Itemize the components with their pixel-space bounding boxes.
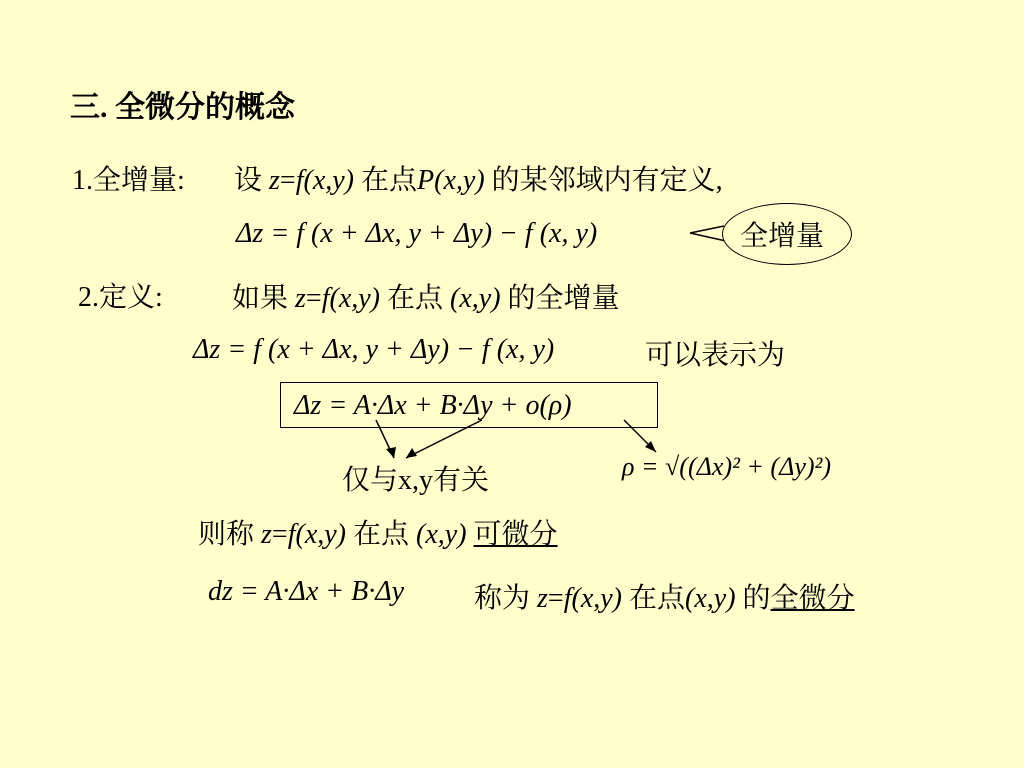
text-part: 称为 bbox=[474, 583, 538, 614]
boxed-formula: Δz = A·Δx + B·Δy + o(ρ) bbox=[294, 390, 572, 421]
text-part: = bbox=[271, 519, 288, 550]
func-fxy: f(x,y) bbox=[295, 165, 355, 196]
point-xy: (x,y) bbox=[450, 283, 501, 314]
text-part: 如果 bbox=[232, 283, 296, 314]
func-fxy: f(x,y) bbox=[563, 583, 623, 614]
section2-formula: Δz = f (x + Δx, y + Δy) − f (x, y) bbox=[193, 334, 555, 365]
text-part: 在点 bbox=[380, 283, 451, 314]
conclusion-sentence bbox=[198, 512, 558, 552]
section2-sentence bbox=[232, 276, 620, 316]
section1-formula: Δz = f (x + Δx, y + Δy) − f (x, y) bbox=[236, 218, 598, 249]
var-z: z bbox=[537, 583, 548, 614]
arrow-a-head bbox=[386, 447, 396, 458]
var-z: z bbox=[269, 165, 280, 196]
point-xy: (x,y) bbox=[685, 583, 736, 614]
final-formula: dz = A·Δx + B·Δy bbox=[208, 576, 405, 607]
note-left: 仅与x,y有关 bbox=[342, 465, 490, 496]
text-part: 则称 bbox=[198, 519, 262, 550]
section2-label: 2.定义: bbox=[78, 282, 163, 313]
text-part: = bbox=[305, 283, 322, 314]
term-differentiable: 可微分 bbox=[473, 519, 558, 550]
final-sentence bbox=[474, 576, 855, 616]
formula-suffix: 可以表示为 bbox=[645, 340, 786, 371]
callout-pointer bbox=[690, 226, 726, 241]
point-xy: (x,y) bbox=[416, 519, 467, 550]
page-title: 三. 全微分的概念 bbox=[70, 91, 295, 124]
text-part: = bbox=[547, 583, 564, 614]
text-part: 的某邻域内有定义, bbox=[484, 165, 723, 196]
var-z: z bbox=[261, 519, 272, 550]
var-z: z bbox=[295, 283, 306, 314]
term-total-differential: 全微分 bbox=[770, 583, 855, 614]
text-part: 设 bbox=[234, 165, 270, 196]
text-part: 在点 bbox=[354, 165, 418, 196]
text-part: 在点 bbox=[622, 583, 686, 614]
text-part bbox=[467, 519, 474, 550]
func-fxy: f(x,y) bbox=[287, 519, 347, 550]
point-p: P(x,y) bbox=[417, 165, 485, 196]
rho-formula: ρ = √((Δx)² + (Δy)²) bbox=[622, 452, 831, 481]
text-part: = bbox=[279, 165, 296, 196]
text-part: 的 bbox=[735, 583, 771, 614]
callout-text: 全增量 bbox=[740, 221, 825, 252]
func-fxy: f(x,y) bbox=[321, 283, 381, 314]
text-part: 的全增量 bbox=[500, 283, 620, 314]
text-part: 在点 bbox=[346, 519, 417, 550]
section1-label: 1.全增量: bbox=[72, 165, 185, 196]
